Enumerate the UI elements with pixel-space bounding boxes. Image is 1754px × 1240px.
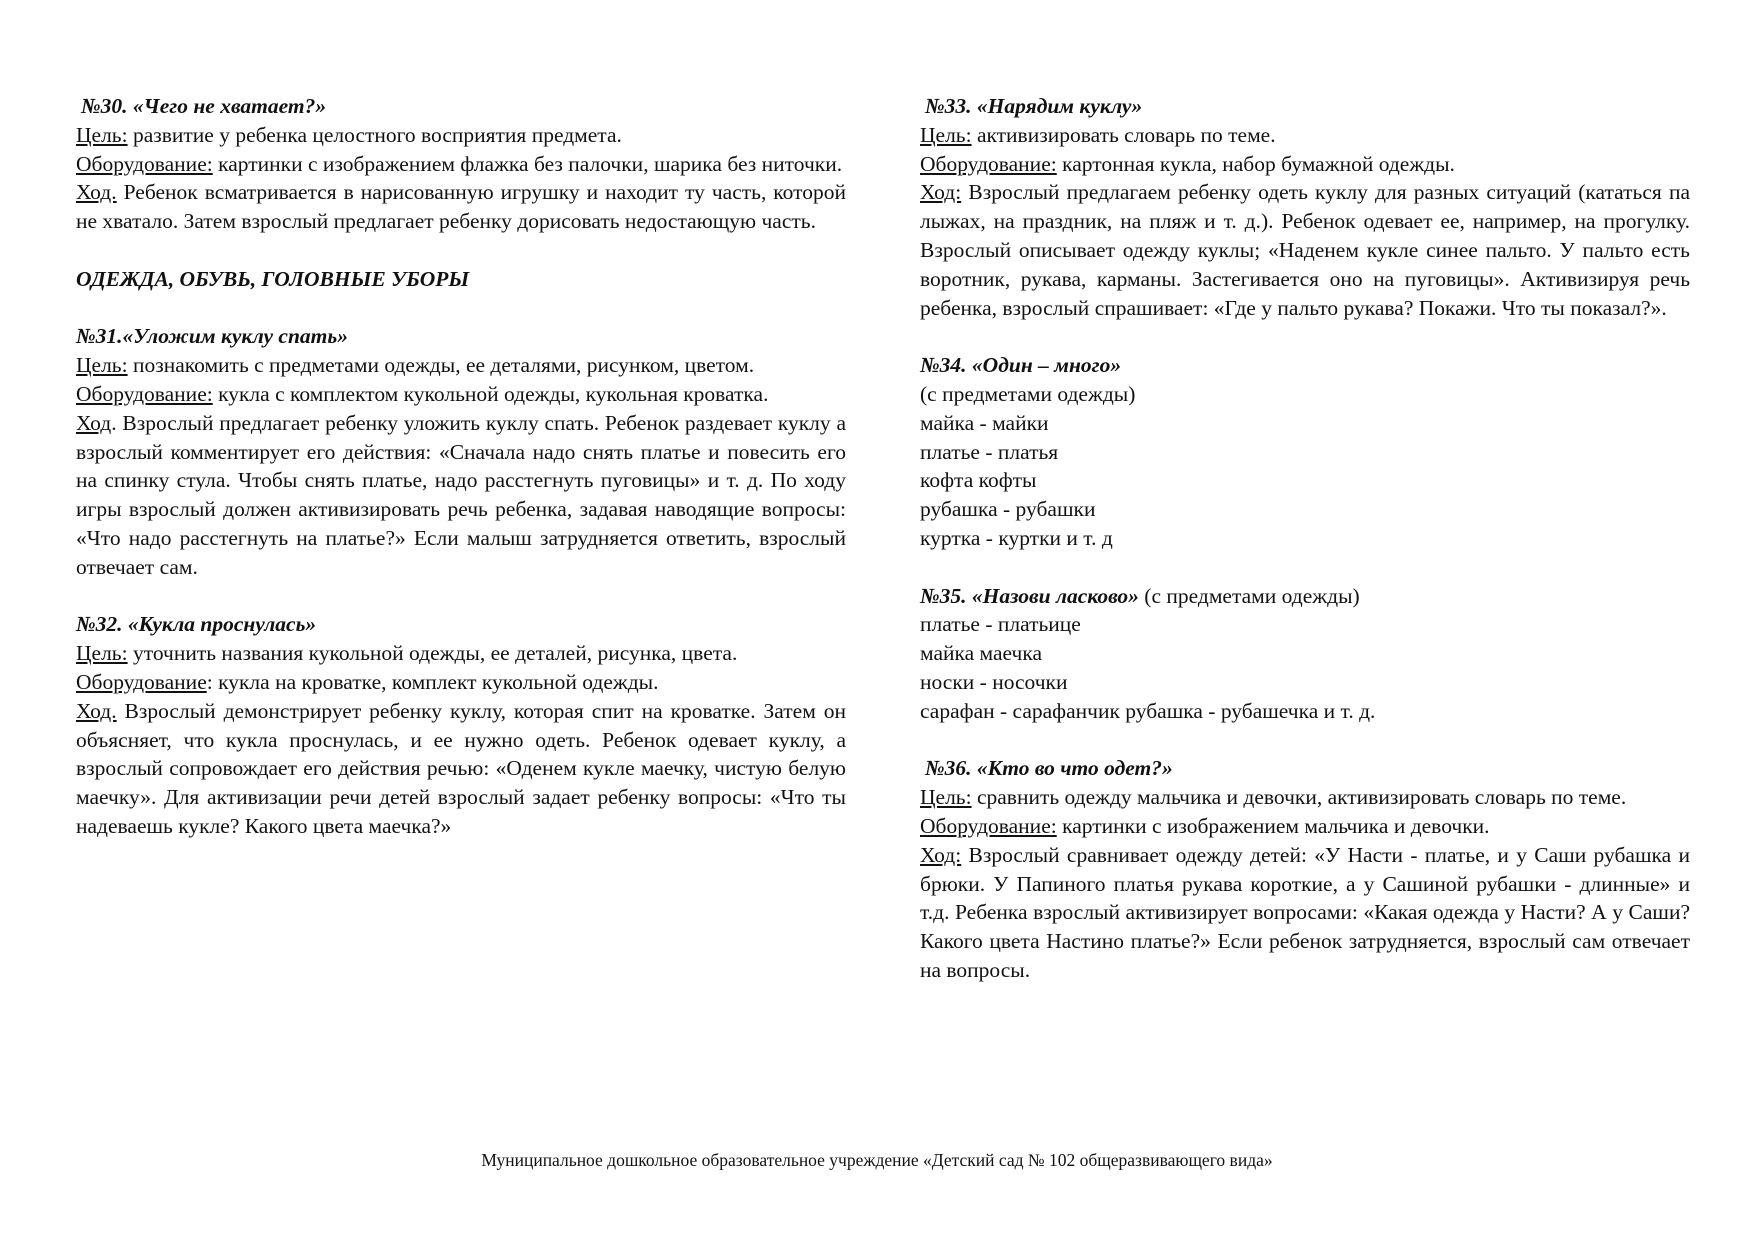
goal-label: Цель:: [76, 641, 128, 666]
list-item: майка - майки: [920, 410, 1049, 435]
goal-text: уточнить названия кукольной одежды, ее деталей, рисунка, цвета.: [127, 641, 738, 666]
equipment-text: : кукла на кроватке, комплект кукольной одежды.: [206, 669, 659, 694]
section-heading: ОДЕЖДА, ОБУВЬ, ГОЛОВНЫЕ УБОРЫ: [76, 266, 470, 291]
game-34: [920, 351, 1690, 553]
list-item: майка маечка: [920, 641, 1043, 666]
list-item: куртка - куртки и т. д: [920, 525, 1113, 550]
game-32-title: №32. «Кукла проснулась»: [76, 612, 317, 637]
game-31-equipment: [76, 380, 846, 409]
game-34-title: №34. «Один – много»: [920, 353, 1122, 378]
right-column: [920, 92, 1690, 985]
left-column: [76, 92, 846, 841]
page-footer: Муниципальное дошкольное образовательное учреждение «Детский сад № 102 общеразвивающего вида»: [481, 1150, 1273, 1170]
game-36-equipment: [920, 812, 1690, 841]
goal-label: Цель:: [920, 785, 972, 810]
course-label: Ход:: [920, 842, 962, 867]
equipment-label: Оборудование:: [920, 813, 1057, 838]
game-35-title: №35. «Назови ласково»: [920, 583, 1139, 608]
list-item: рубашка - рубашки: [920, 497, 1096, 522]
game-33-course: [920, 178, 1690, 322]
game-30: [76, 92, 846, 236]
game-31-goal: [76, 351, 846, 380]
game-36: [920, 754, 1690, 984]
game-35: [920, 582, 1690, 726]
game-31: [76, 322, 846, 581]
course-text: Ребенок всматривается в нарисованную игрушку и находит ту часть, которой не хватало. Затем взрослый предлагает ребенку дорисовать недостающую часть.: [76, 180, 846, 234]
course-text: Взрослый демонстрирует ребенку куклу, которая спит на кроватке. Затем он объясняет, что кукла проснулась, и ее нужно одеть. Ребенок одевает куклу, а взрослый сопровождает его действия речью: «Оденем кукле маечку, чистую белую маечку». Для активизации речи детей взрослый задает ребенку вопросы: «Что ты надеваешь кукле? Какого цвета маечка?»: [76, 698, 846, 838]
game-30-equipment: [76, 150, 846, 179]
goal-text: познакомить с предметами одежды, ее деталями, рисунком, цветом.: [127, 353, 755, 378]
equipment-text: картинки с изображением флажка без палочки, шарика без ниточки.: [212, 151, 843, 176]
goal-label: Цель:: [920, 122, 972, 147]
game-31-course: [76, 409, 846, 582]
game-31-title: №31.«Уложим куклу спать»: [76, 324, 348, 349]
game-36-title: №36. «Кто во что одет?»: [925, 756, 1173, 781]
game-33-title: №33. «Нарядим куклу»: [925, 94, 1143, 118]
list-item: сарафан - сарафанчик рубашка - рубашечка и т. д.: [920, 698, 1376, 723]
game-30-goal: [76, 121, 846, 150]
list-item: кофта кофты: [920, 468, 1037, 493]
game-33-goal: [920, 121, 1690, 150]
list-item: носки - носочки: [920, 669, 1068, 694]
game-35-subtitle: (с предметами одежды): [1138, 583, 1360, 608]
course-label: Ход.: [76, 180, 117, 205]
goal-text: активизировать словарь по теме.: [971, 122, 1276, 147]
goal-label: Цель:: [76, 122, 128, 147]
course-text: Взрослый сравнивает одежду детей: «У Насти - платье, и у Саши рубашка и брюки. У Папиного платья рукава короткие, а у Сашиной рубашки - длинные» и т.д. Ребенка взрослый активизирует вопросами: «Какая одежда у Насти? А у Саши? Какого цвета Настино платье?» Если ребенок затрудняется, взрослый сам отвечает на вопросы.: [920, 842, 1690, 982]
game-33-equipment: [920, 150, 1690, 179]
course-label: Ход: [76, 410, 112, 435]
equipment-text: кукла с комплектом кукольной одежды, кукольная кроватка.: [212, 381, 769, 406]
equipment-text: картонная кукла, набор бумажной одежды.: [1056, 151, 1455, 176]
game-33: [920, 92, 1690, 322]
equipment-text: картинки с изображением мальчика и девочки.: [1056, 813, 1490, 838]
game-36-goal: [920, 783, 1690, 812]
equipment-label: Оборудование:: [76, 381, 213, 406]
course-text: . Взрослый предлагает ребенку уложить куклу спать. Ребенок раздевает куклу а взрослый комментирует его действия: «Сначала надо снять платье и повесить его на спинку стула. Чтобы снять платье, надо расстегнуть пуговицы» и т. д. По ходу игры взрослый должен активизировать речь ребенка, задавая наводящие вопросы: «Что надо расстегнуть на платье?» Если малыш затрудняется ответить, взрослый отвечает сам.: [76, 410, 846, 579]
game-30-title: №30. «Чего не хватает?»: [81, 94, 327, 118]
goal-text: развитие у ребенка целостного восприятия предмета.: [127, 122, 622, 147]
equipment-label: Оборудование:: [920, 151, 1057, 176]
list-item: платье - платьице: [920, 612, 1081, 637]
list-item: платье - платья: [920, 439, 1059, 464]
game-32: [76, 610, 846, 840]
equipment-label: Оборудование:: [76, 151, 213, 176]
game-35-heading: [920, 582, 1690, 611]
game-36-course: [920, 841, 1690, 985]
game-32-goal: [76, 639, 846, 668]
course-label: Ход:: [920, 180, 962, 205]
course-label: Ход.: [76, 698, 117, 723]
game-32-equipment: [76, 668, 846, 697]
list-item: (с предметами одежды): [920, 381, 1136, 406]
equipment-label: Оборудование: [76, 669, 207, 694]
goal-label: Цель:: [76, 353, 128, 378]
course-text: Взрослый предлагаем ребенку одеть куклу для разных ситуаций (кататься па лыжах, на праздник, на пляж и т. д.). Ребенок одевает ее, например, на прогулку. Взрослый описывает одежду куклы; «Наденем кукле синее пальто. У пальто есть воротник, рукава, карманы. Застегивается оно на пуговицы». Активизируя речь ребенка, взрослый спрашивает: «Где у пальто рукава? Покажи. Что ты показал?».: [920, 180, 1690, 320]
game-30-course: [76, 178, 846, 236]
goal-text: сравнить одежду мальчика и девочки, активизировать словарь по теме.: [971, 785, 1627, 810]
game-32-course: [76, 697, 846, 841]
